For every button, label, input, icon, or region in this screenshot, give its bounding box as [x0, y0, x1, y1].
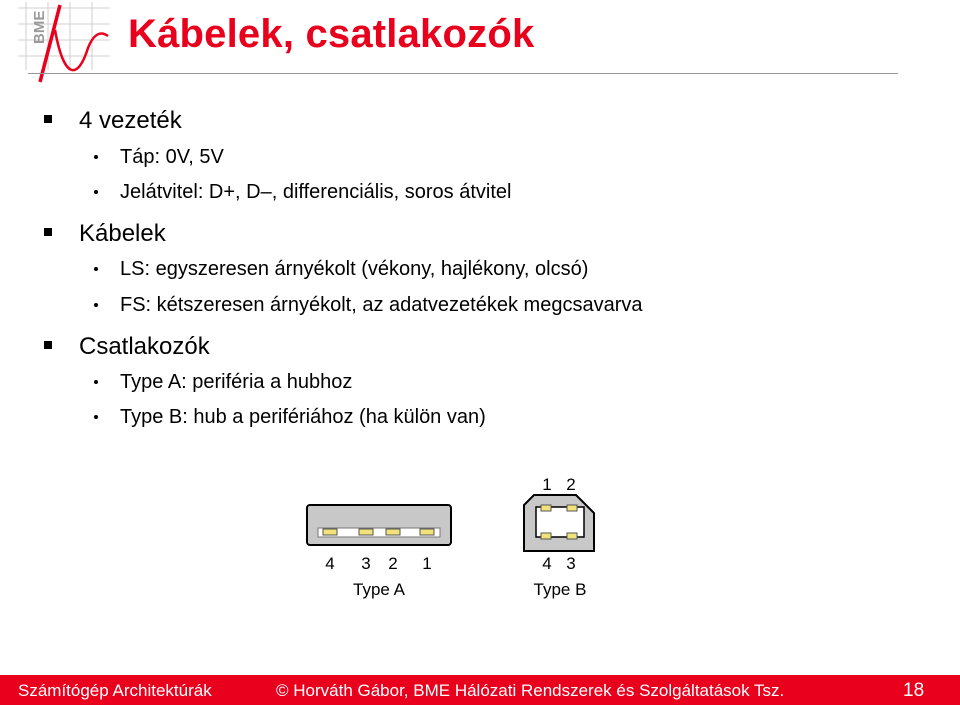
type-b-pin-label: 1: [542, 475, 552, 494]
type-b-pin-3: [567, 533, 577, 539]
title-divider: [28, 73, 898, 74]
type-a-pin-label: 1: [422, 554, 432, 573]
type-b-pin-1: [541, 505, 551, 511]
page-number: 18: [903, 680, 925, 701]
slide-footer: [0, 675, 960, 705]
type-b-connector: [524, 475, 594, 599]
bullet-item: 4 vezeték: [79, 107, 182, 134]
sub-bullet-item: Jelátvitel: D+, D–, differenciális, soros átvitel: [120, 181, 512, 203]
type-b-pin-2: [567, 505, 577, 511]
type-a-pin-4: [323, 529, 337, 535]
slide-title: Kábelek, csatlakozók: [128, 12, 535, 56]
type-a-label: Type A: [353, 580, 405, 599]
footer-credit: © Horváth Gábor, BME Hálózati Rendszerek és Szolgáltatások Tsz.: [276, 681, 785, 700]
sub-bullet-item: Type A: periféria a hubhoz: [120, 371, 353, 393]
sub-bullet-item: FS: kétszeresen árnyékolt, az adatvezetékek megcsavarva: [120, 294, 643, 316]
bullet-dot-icon: [94, 415, 98, 419]
sub-bullet-item: Táp: 0V, 5V: [120, 146, 224, 168]
bullet-square-icon: [44, 115, 52, 123]
type-b-pin-label: 3: [566, 554, 576, 573]
type-a-pin-label: 3: [361, 554, 371, 573]
bme-logo-text: BME: [31, 10, 48, 44]
bullet-square-icon: [44, 228, 52, 236]
type-a-pin-2: [386, 529, 400, 535]
bullet-dot-icon: [94, 303, 98, 307]
type-b-pin-label: 4: [542, 554, 552, 573]
bullet-item: Csatlakozók: [79, 333, 210, 360]
type-a-connector: [307, 505, 451, 599]
type-a-pin-3: [359, 529, 373, 535]
type-a-pin-label: 4: [325, 554, 335, 573]
footer-course: Számítógép Architektúrák: [18, 681, 212, 700]
bullet-square-icon: [44, 341, 52, 349]
sub-bullet-item: Type B: hub a perifériához (ha külön van): [120, 406, 486, 428]
bullet-dot-icon: [94, 267, 98, 271]
bme-logo: [0, 0, 115, 92]
sub-bullet-item: LS: egyszeresen árnyékolt (vékony, hajlékony, olcsó): [120, 258, 589, 280]
bullet-dot-icon: [94, 190, 98, 194]
type-a-pin-label: 2: [388, 554, 398, 573]
type-b-pin-4: [541, 533, 551, 539]
bullet-item: Kábelek: [79, 220, 166, 247]
bullet-dot-icon: [94, 155, 98, 159]
type-b-label: Type B: [533, 580, 587, 599]
bullet-dot-icon: [94, 380, 98, 384]
type-b-pin-label: 2: [566, 475, 576, 494]
type-a-pin-1: [420, 529, 434, 535]
usb-connector-diagram: [290, 465, 620, 615]
